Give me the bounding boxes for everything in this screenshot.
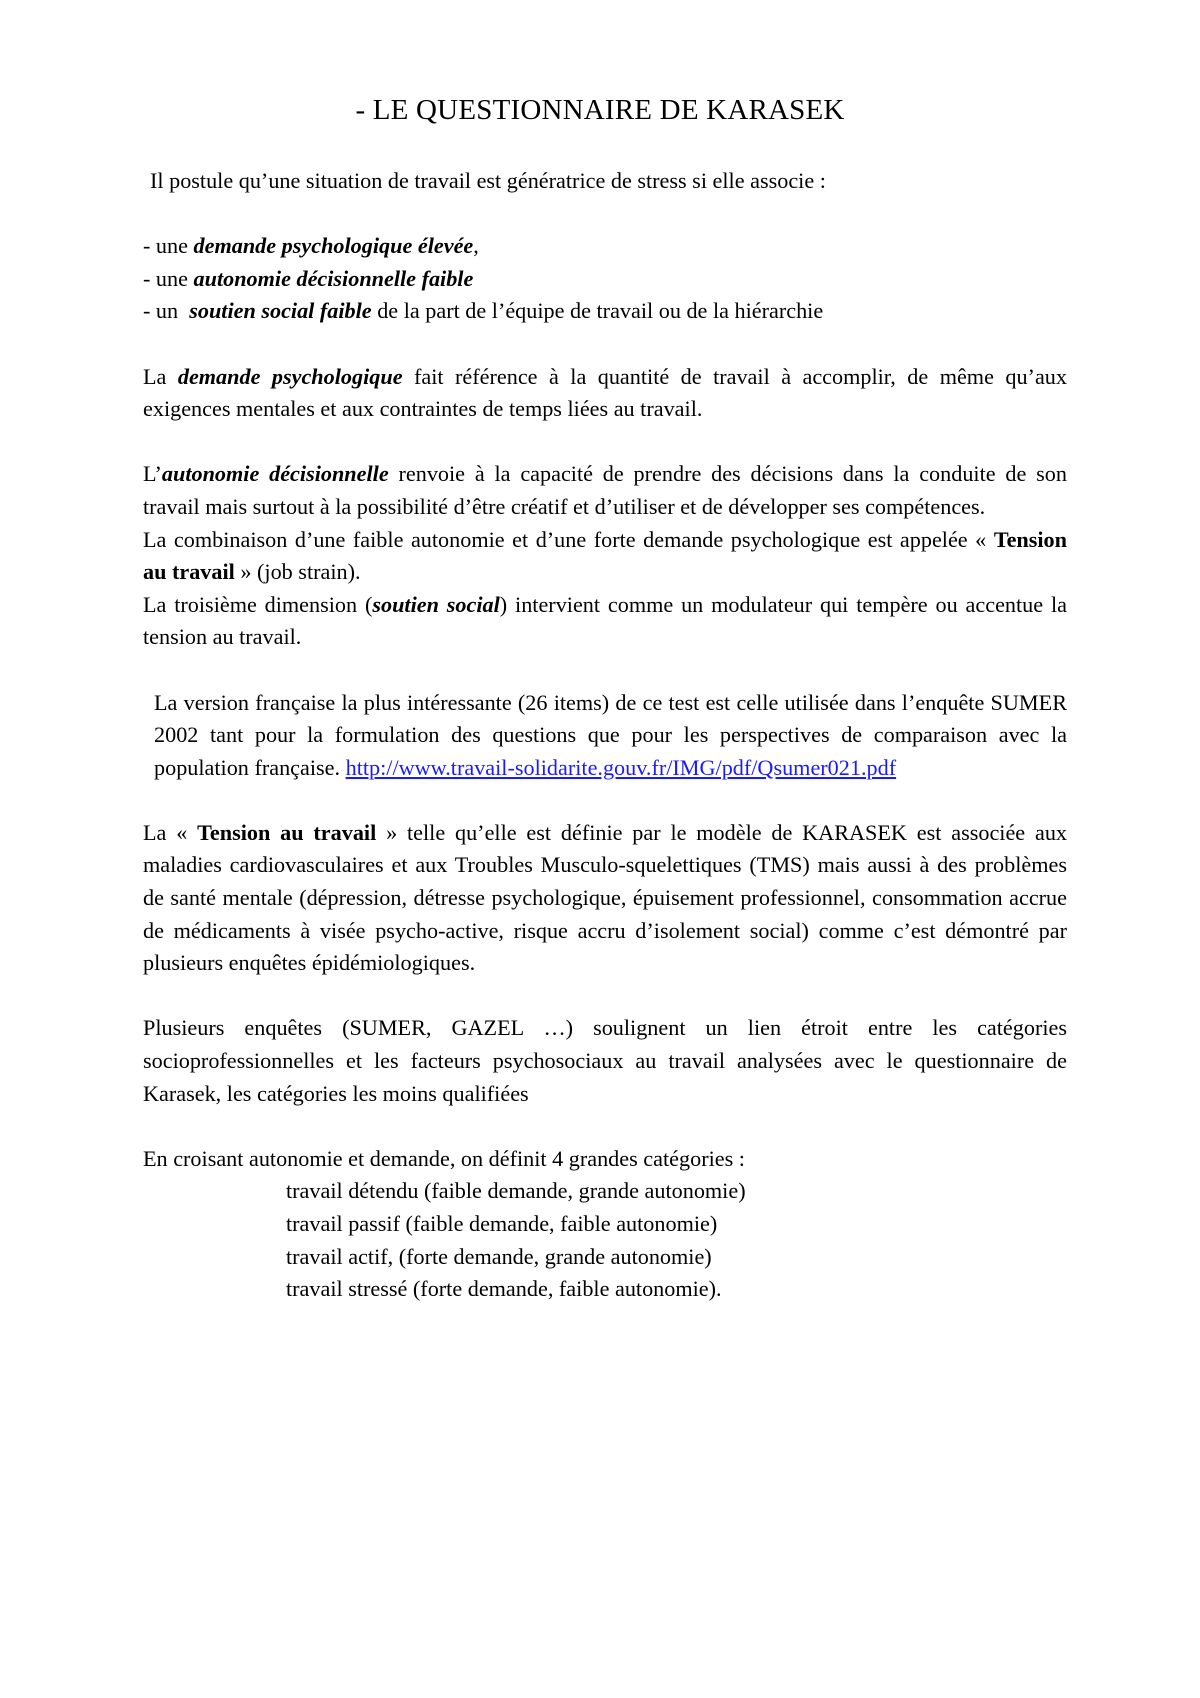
bullet-emphasis: demande psychologique élevée <box>193 233 474 259</box>
page-title: - LE QUESTIONNAIRE DE KARASEK <box>355 94 845 126</box>
text-run: ) intervient comme un modulateur qui tempère ou accentue la tension au travail. <box>143 591 1067 650</box>
paragraph-croisant: En croisant autonomie et demande, on définit 4 grandes catégories : <box>143 1145 745 1171</box>
emphasis-run: autonomie décisionnelle <box>161 461 389 487</box>
category-item: travail détendu (faible demande, grande autonomie) <box>286 1178 746 1204</box>
sumer-pdf-link[interactable]: http://www.travail-solidarite.gouv.fr/IMG/pdf/Qsumer021.pdf <box>345 754 897 780</box>
text-run: L’ <box>143 461 162 487</box>
bullet-suffix: de la part de l’équipe de travail ou de la hiérarchie <box>371 298 824 324</box>
category-item: travail stressé (forte demande, faible autonomie). <box>286 1276 722 1302</box>
text-run: renvoie à la capacité de prendre des décisions dans la conduite de son travail mais surtout à la possibilité d’être créatif et d’utiliser et de développer ses compétences. <box>143 461 1067 519</box>
paragraph-tension <box>143 817 1067 980</box>
paragraph-demande <box>143 361 1067 426</box>
text-run: La troisième dimension ( <box>143 591 373 617</box>
text-run: La version française la plus intéressante (26 items) de ce test est celle utilisée dans l’enquête SUMER 2002 tant pour la formulation des questions que pour les perspectives de comparaison avec la population française. <box>154 689 1067 780</box>
bullet-emphasis: autonomie décisionnelle faible <box>193 265 474 291</box>
bullet-prefix: - une <box>143 265 194 291</box>
bullet-item <box>143 230 1067 263</box>
bullet-prefix: - une <box>143 233 194 259</box>
text-run: » (job strain). <box>234 559 361 585</box>
bullet-item <box>143 295 1067 328</box>
paragraph-combinaison <box>143 524 1067 589</box>
paragraph-enquetes: Plusieurs enquêtes (SUMER, GAZEL …) soulignent un lien étroit entre les catégories socioprofessionnelles et les facteurs psychosociaux au travail analysées avec le questionnaire de Karasek, les catégories les moins qualifiées <box>143 1015 1067 1106</box>
bullet-item <box>143 263 1067 296</box>
category-item: travail passif (faible demande, faible autonomie) <box>286 1211 718 1236</box>
text-run: La <box>143 363 178 389</box>
emphasis-run: soutien social <box>372 591 500 617</box>
text-run: fait référence à la quantité de travail à accomplir, de même qu’aux exigences mentales et aux contraintes de temps liées au travail. <box>143 363 1067 422</box>
bullet-suffix: , <box>473 233 479 259</box>
emphasis-run: demande psychologique <box>177 363 403 389</box>
text-run: La « <box>143 819 198 845</box>
paragraph-autonomie <box>143 458 1067 523</box>
bullet-emphasis: soutien social faible <box>189 298 372 324</box>
document-body <box>143 165 1067 1306</box>
strong-run: Tension au travail <box>143 526 1067 585</box>
text-run: » telle qu’elle est définie par le modèle de KARASEK est associée aux maladies cardiovasculaires et aux Troubles Musculo-squelettiques (TMS) mais aussi à des problèmes de santé mentale (dépression, détresse psychologique, épuisement professionnel, consommation accrue de médicaments à visée psycho-active, risque accru d’isolement social) comme c’est démontré par plusieurs enquêtes épidémiologiques. <box>143 819 1068 976</box>
text-run: La combinaison d’une faible autonomie et d’une forte demande psychologique est appelée « <box>143 526 994 552</box>
category-item: travail actif, (forte demande, grande autonomie) <box>286 1243 712 1269</box>
bullet-prefix: - un <box>143 298 190 324</box>
intro-paragraph: Il postule qu’une situation de travail est génératrice de stress si elle associe : <box>150 168 826 193</box>
paragraph-version <box>143 687 1067 785</box>
strong-run: Tension au travail <box>197 819 377 845</box>
paragraph-troisieme <box>143 589 1067 654</box>
